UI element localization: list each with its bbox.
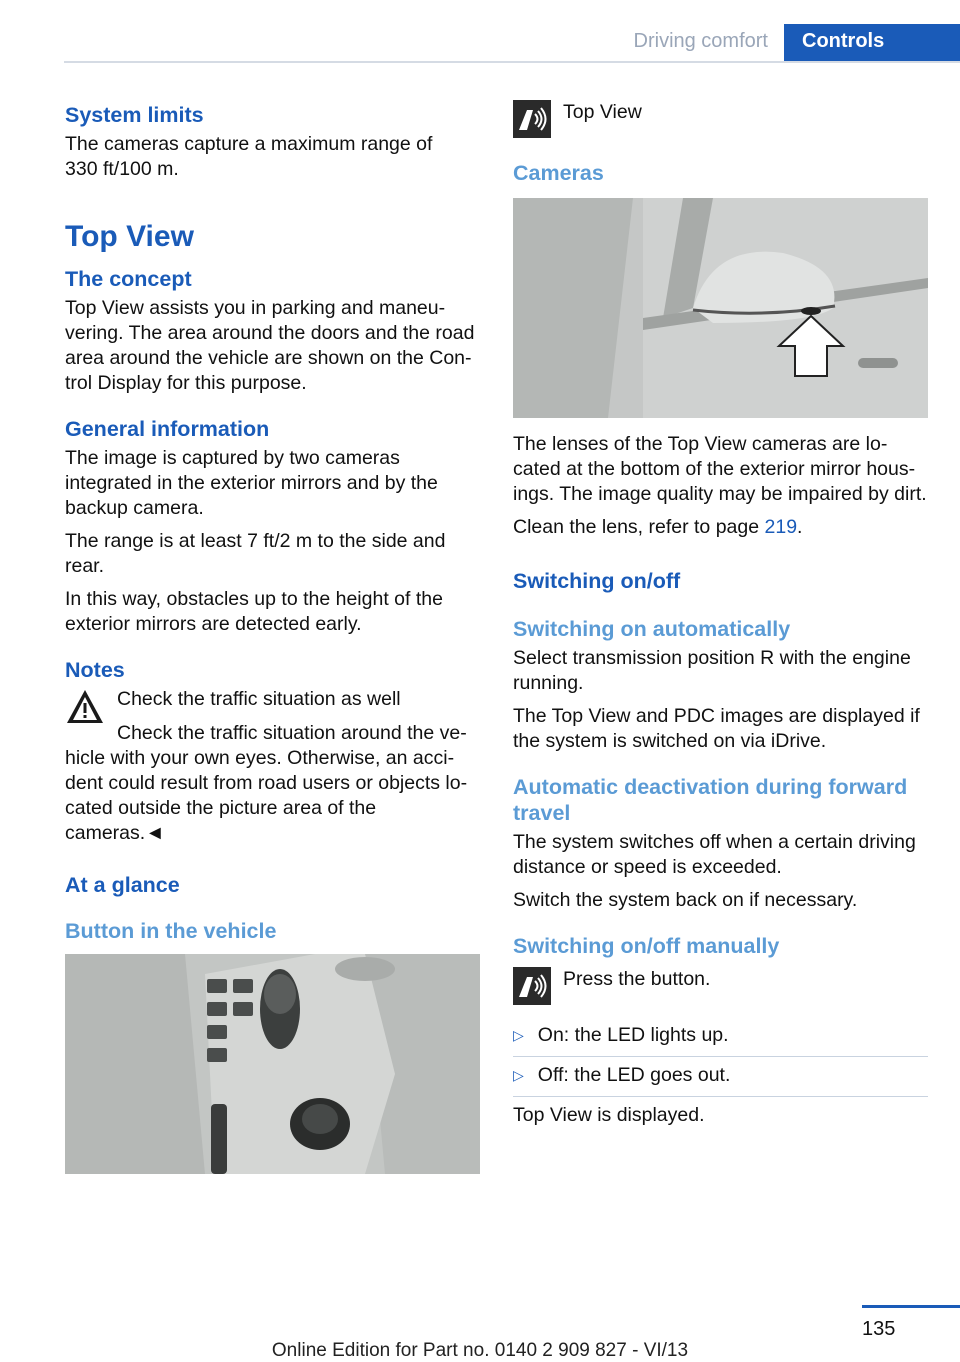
concept-text: Top View assists you in parking and maneu‐vering. The area around the doors and the road area around the vehicle are shown on the Con‐trol Display for this purpose. bbox=[65, 297, 475, 394]
concept-heading: The concept bbox=[65, 267, 192, 291]
page-title: Top View bbox=[65, 220, 194, 253]
right-column bbox=[513, 100, 928, 1136]
manual-switch-text: Press the button. bbox=[563, 968, 711, 990]
header-section-label: Driving comfort bbox=[633, 30, 768, 52]
list-item bbox=[513, 1063, 928, 1088]
warning-text: Check the traffic situation around the ve‐hicle with your own eyes. Otherwise, an acci‐dent could result from road users or objects lo‐cated outside the picture area of the cameras.◄ bbox=[65, 722, 468, 844]
list-divider bbox=[513, 1096, 928, 1097]
bullet-triangle-icon: ▷ bbox=[513, 1067, 524, 1083]
list-divider bbox=[513, 1056, 928, 1057]
cameras-p2-end: . bbox=[797, 516, 803, 538]
deactivation-p2: Switch the system back on if necessary. bbox=[513, 889, 858, 911]
system-limits-heading: System limits bbox=[65, 103, 204, 127]
left-column bbox=[65, 100, 480, 1188]
switching-auto-p1: Select transmission position R with the engine running. bbox=[513, 647, 911, 694]
general-info-heading: General information bbox=[65, 417, 270, 441]
switching-heading: Switching on/off bbox=[513, 569, 681, 593]
switching-auto-p2: The Top View and PDC images are displayed if the system is switched on via iDrive. bbox=[513, 705, 920, 752]
page-reference-link[interactable]: 219 bbox=[764, 516, 798, 538]
footer-edition: Online Edition for Part no. 0140 2 909 827 - VI/13 bbox=[271, 1340, 689, 1361]
cameras-p2 bbox=[513, 515, 928, 540]
header-chapter-tab: Controls bbox=[784, 24, 960, 62]
deactivation-heading: Automatic deactivation during forward travel bbox=[513, 775, 908, 825]
center-console-photo bbox=[65, 954, 480, 1174]
warning-title: Check the traffic situation as well bbox=[117, 688, 401, 710]
bullet-on-text: On: the LED lights up. bbox=[537, 1024, 729, 1046]
at-a-glance-heading: At a glance bbox=[65, 873, 180, 897]
switching-auto-heading: Switching on automatically bbox=[513, 617, 791, 641]
page-header bbox=[618, 24, 960, 62]
topview-icon-label: Top View bbox=[563, 101, 642, 123]
page-number: 135 bbox=[862, 1318, 896, 1340]
general-info-p1: The image is captured by two cameras integrated in the exterior mirrors and by the backup camera. bbox=[65, 447, 438, 519]
exterior-mirror-photo bbox=[513, 198, 928, 418]
final-text: Top View is displayed. bbox=[513, 1104, 705, 1126]
manual-switch-line bbox=[513, 967, 928, 1005]
warning-icon bbox=[65, 687, 105, 727]
cameras-p2-text: Clean the lens, refer to page bbox=[513, 516, 765, 538]
general-info-p3: In this way, obstacles up to the height of the exterior mirrors are detected early. bbox=[65, 588, 443, 635]
manual-switch-heading: Switching on/off manually bbox=[513, 934, 780, 958]
topview-icon-line bbox=[513, 100, 928, 138]
bullet-off-text: Off: the LED goes out. bbox=[537, 1064, 731, 1086]
header-rule bbox=[64, 61, 960, 63]
cameras-heading: Cameras bbox=[513, 161, 604, 185]
cameras-p1: The lenses of the Top View cameras are lo‐cated at the bottom of the exterior mirror hous‐ings. The image quality may be impaired by dirt. bbox=[513, 433, 927, 505]
system-limits-text: The cameras capture a maximum range of 330 ft/100 m. bbox=[65, 133, 433, 180]
general-info-p2: The range is at least 7 ft/2 m to the side and rear. bbox=[65, 530, 446, 577]
notes-heading: Notes bbox=[65, 658, 125, 682]
button-in-vehicle-heading: Button in the vehicle bbox=[65, 919, 277, 943]
list-item bbox=[513, 1023, 928, 1048]
bullet-triangle-icon: ▷ bbox=[513, 1027, 524, 1043]
footer-rule bbox=[862, 1305, 960, 1308]
topview-button-icon bbox=[513, 100, 551, 138]
deactivation-p1: The system switches off when a certain driving distance or speed is exceeded. bbox=[513, 831, 916, 878]
topview-button-icon bbox=[513, 967, 551, 1005]
